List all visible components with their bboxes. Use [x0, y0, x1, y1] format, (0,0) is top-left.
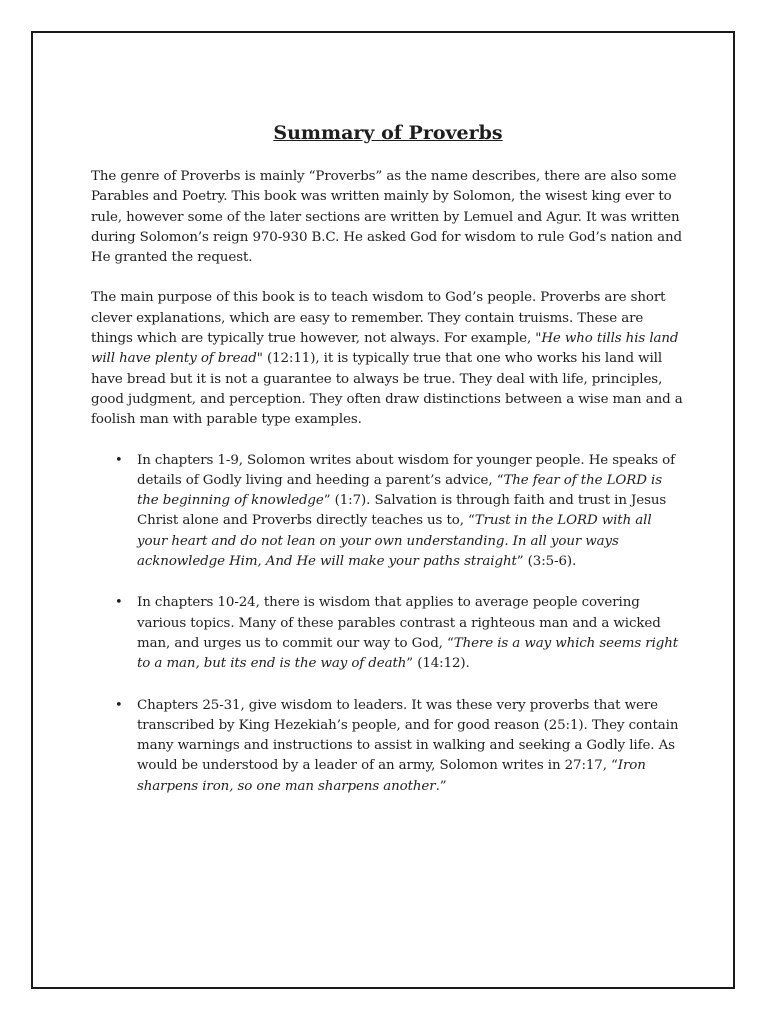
paragraph-genre [91, 167, 685, 268]
list-item [91, 593, 685, 674]
paragraph-purpose [91, 288, 685, 430]
bullet-text: ” (3:5-6). [516, 554, 577, 570]
bullet-text: Chapters 25-31, give wisdom to leaders. It was these very proverbs that were transcribed by King Hezekiah’s people, and for good reason (25:1). They contain many warnings and instructions to assist in walking and seeking a Godly life. As would be understood by a leader of an army, Solomon writes in 27:17, “ [137, 697, 679, 774]
bullet-list [91, 451, 685, 797]
document-page [31, 31, 735, 989]
bullet-text: ” (14:12). [406, 656, 470, 672]
paragraph-purpose-text-before: The main purpose of this book is to teach wisdom to God’s people. Proverbs are short clever explanations, which are easy to remember. They contain truisms. These are things which are typically true however, not always. For example, " [91, 290, 666, 347]
bullet-marker: • [115, 452, 123, 468]
bullet-text: .” [435, 778, 447, 794]
bullet-quote: There is a way which seems right to a man, but its end is the way of death [137, 635, 679, 672]
bullet-marker: • [115, 697, 123, 713]
bullet-marker: • [115, 595, 123, 611]
bullet-text: In chapters 10-24, there is wisdom that applies to average people covering various topics. Many of these parables contrast a righteous man and a wicked man, and urges us to commit our way to God, “ [137, 595, 661, 651]
bullet-quote: Trust in the LORD with all your heart and do not lean on your own understanding. In all your ways acknowledge Him, And He will make your paths straight [137, 513, 652, 570]
document-body [91, 121, 685, 818]
list-item [91, 451, 685, 573]
bullet-text: ” (1:7). Salvation is through faith and trust in Jesus Christ alone and Proverbs directly teaches us to, “ [137, 493, 667, 529]
bullet-quote: The fear of the LORD is the beginning of knowledge [137, 472, 662, 509]
list-item [91, 696, 685, 797]
paragraph-purpose-text-after: " (12:11), it is typically true that one who works his land will have bread but it is not a guarantee to always be true. They deal with life, principles, good judgment, and perception. They often draw distinctions between a wise man and a foolish man with parable type examples. [91, 351, 683, 428]
bullet-text: In chapters 1-9, Solomon writes about wisdom for younger people. He speaks of details of Godly living and heeding a parent’s advice, “ [137, 452, 675, 488]
document-title: Summary of Proverbs [273, 122, 503, 144]
paragraph-purpose-quote: He who tills his land will have plenty of bread [91, 331, 679, 367]
paragraph-genre-text: The genre of Proverbs is mainly “Proverbs” as the name describes, there are also some Parables and Poetry. This book was written mainly by Solomon, the wisest king ever to rule, however some of the later sections are written by Lemuel and Agur. It was written during Solomon’s reign 970-930 B.C. He asked God for wisdom to rule God’s nation and He granted the request. [91, 169, 682, 266]
bullet-quote: Iron sharpens iron, so one man sharpens another [137, 758, 646, 794]
